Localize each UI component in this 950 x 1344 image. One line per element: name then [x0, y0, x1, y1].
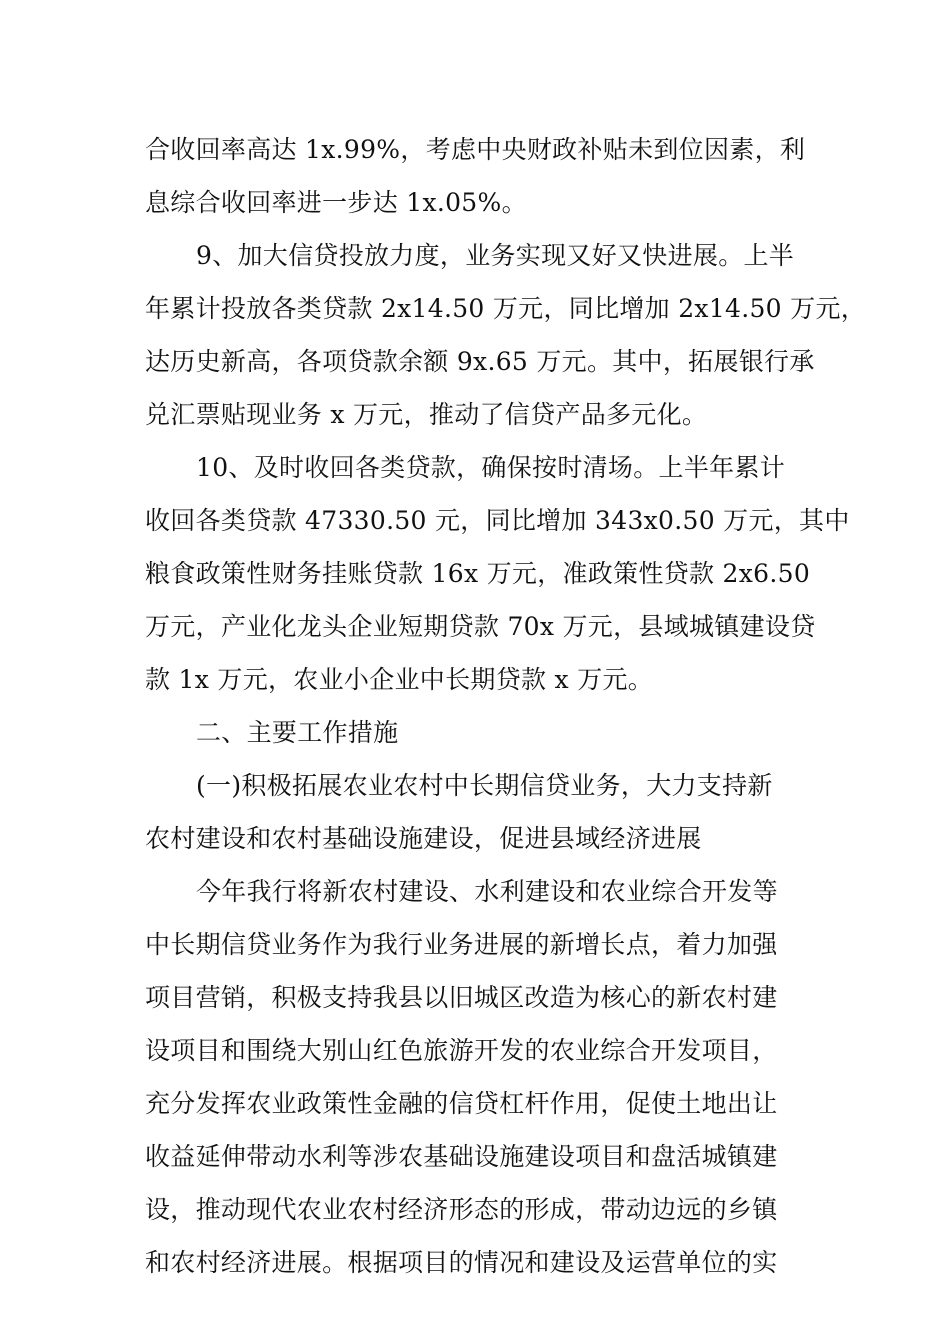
- text-line: 和农村经济进展。根据项目的情况和建设及运营单位的实: [145, 1248, 778, 1277]
- text-line: 项目营销，积极支持我县以旧城区改造为核心的新农村建: [145, 983, 778, 1012]
- paragraph-start: 今年我行将新农村建设、水利建设和农业综合开发等: [196, 877, 778, 906]
- text-line: 充分发挥农业政策性金融的信贷杠杆作用，促使土地出让: [145, 1089, 778, 1118]
- subsection-heading: (一)积极拓展农业农村中长期信贷业务，大力支持新: [196, 771, 773, 800]
- text-line: 达历史新高，各项贷款余额 9x.65 万元。其中，拓展银行承: [145, 347, 815, 376]
- paragraph-9-heading: 9、加大信贷投放力度，业务实现又好又快进展。上半: [196, 241, 795, 270]
- text-line: 农村建设和农村基础设施建设，促进县域经济进展: [145, 824, 702, 853]
- text-line: 设，推动现代农业农村经济形态的形成，带动边远的乡镇: [145, 1195, 778, 1224]
- paragraph-10-heading: 10、及时收回各类贷款，确保按时清场。上半年累计: [196, 453, 786, 482]
- text-line: 款 1x 万元，农业小企业中长期贷款 x 万元。: [145, 665, 654, 694]
- text-line: 设项目和围绕大别山红色旅游开发的农业综合开发项目，: [145, 1036, 778, 1065]
- text-line: 收回各类贷款 47330.50 元，同比增加 343x0.50 万元，其中: [145, 506, 850, 535]
- text-line: 收益延伸带动水利等涉农基础设施建设项目和盘活城镇建: [145, 1142, 778, 1171]
- section-heading: 二、主要工作措施: [196, 718, 399, 747]
- text-line: 息综合收回率进一步达 1x.05%。: [145, 188, 527, 217]
- text-line: 万元，产业化龙头企业短期贷款 70x 万元，县域城镇建设贷: [145, 612, 816, 641]
- text-line: 年累计投放各类贷款 2x14.50 万元，同比增加 2x14.50 万元，: [145, 294, 867, 323]
- text-line: 中长期信贷业务作为我行业务进展的新增长点，着力加强: [145, 930, 778, 959]
- text-line: 兑汇票贴现业务 x 万元，推动了信贷产品多元化。: [145, 400, 708, 429]
- text-line: 合收回率高达 1x.99%，考虑中央财政补贴未到位因素，利: [145, 135, 806, 164]
- text-line: 粮食政策性财务挂账贷款 16x 万元，准政策性贷款 2x6.50: [145, 559, 811, 588]
